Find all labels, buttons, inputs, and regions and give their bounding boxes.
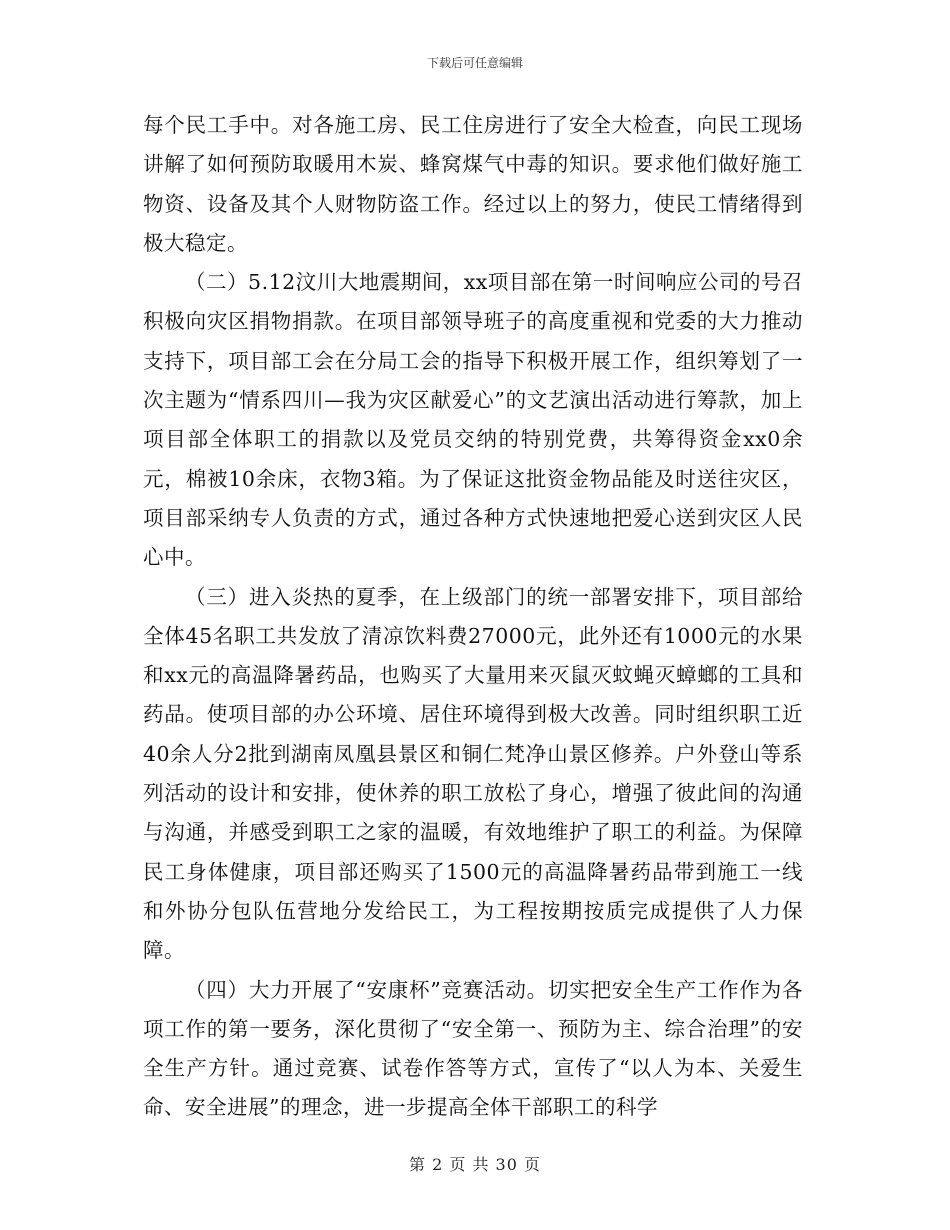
paragraph-continuation: 每个民工手中。对各施工房、民工住房进行了安全大检查，向民工现场讲解了如何预防取暖用木炭、蜂窝煤气中毒的知识。要求他们做好施工物资、设备及其个人财物防盗工作。经过以上的努力，使民工情绪得到极大稳定。 xyxy=(143,113,803,255)
paragraph-section-4: （四）大力开展了“安康杯”竞赛活动。切实把安全生产工作作为各项工作的第一要务，深化贯彻了“安全第一、预防为主、综合治理”的安全生产方针。通过竞赛、试卷作答等方式，宣传了“以人为本、关爱生命、安全进展”的理念，进一步提高全体干部职工的科学 xyxy=(143,977,803,1120)
page-header-note: 下载后可任意编辑 xyxy=(426,56,523,70)
paragraph-section-3: （三）进入炎热的夏季，在上级部门的统一部署安排下，项目部给全体45名职工共发放了清凉饮料费27000元，此外还有1000元的水果和xx元的高温降暑药品，也购买了大量用来灭鼠灭蚊蝇灭蟑螂的工具和药品。使项目部的办公环境、居住环境得到极大改善。同时组织职工近40余人分2批到湖南凤凰县景区和铜仁梵净山景区修养。户外登山等系列活动的设计和安排，使休养的职工放松了身心，增强了彼此间的沟通与沟通，并感受到职工之家的温暖，有效地维护了职工的利益。为保障民工身体健康，项目部还购买了1500元的高温降暑药品带到施工一线和外协分包队伍营地分发给民工，为工程按期按质完成提供了人力保障。 xyxy=(143,584,803,963)
paragraph-section-2: （二）5.12汶川大地震期间，xx项目部在第一时间响应公司的号召积极向灾区捐物捐款。在项目部领导班子的高度重视和党委的大力推动支持下，项目部工会在分局工会的指导下积极开展工作，组织筹划了一次主题为“情系四川—我为灾区献爱心”的文艺演出活动进行筹款，加上项目部全体职工的捐款以及党员交纳的特别党费，共筹得资金xx0余元，棉被10余床，衣物3箱。为了保证这批资金物品能及时送往灾区，项目部采纳专人负责的方式，通过各种方式快速地把爱心送到灾区人民心中。 xyxy=(143,270,803,570)
page-number-footer: 第 2 页 共 30 页 xyxy=(409,1155,541,1174)
document-body xyxy=(143,106,803,1128)
